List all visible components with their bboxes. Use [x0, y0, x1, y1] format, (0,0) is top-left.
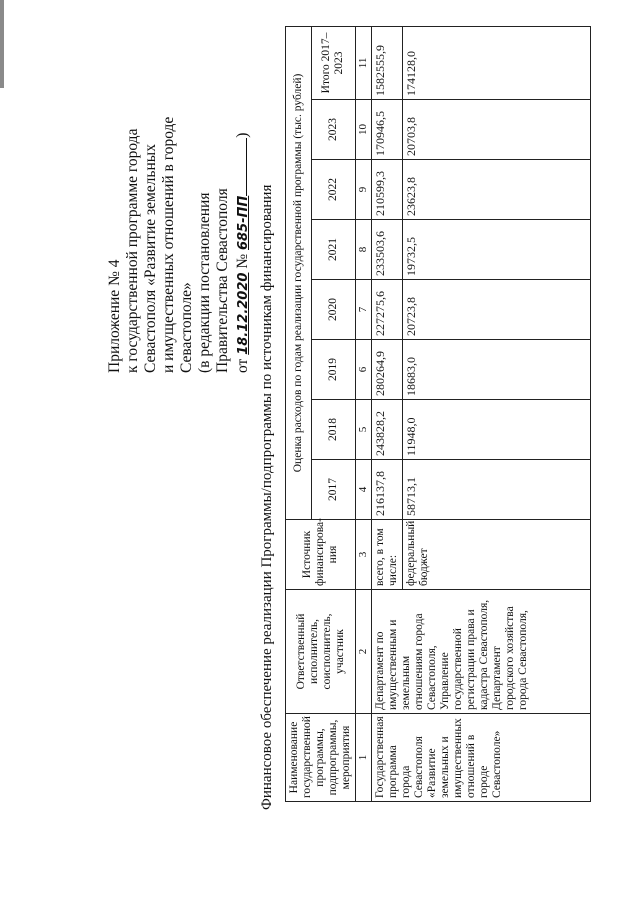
- executors-cell: Департамент по имущественным и земельным отношениям города Севастополя, Управление государственной регистрации права и кадастра Севастополя, Департамент городского хозяйства города Севастополя,: [372, 590, 591, 714]
- header-source: Источник финансирова-ния: [286, 520, 356, 590]
- handwritten-date: 18.12.2020: [236, 272, 251, 355]
- column-number: 1: [356, 714, 372, 802]
- value-cell: 216137,8: [372, 460, 403, 520]
- column-number: 3: [356, 520, 372, 590]
- value-cell: 58713,1: [403, 460, 591, 520]
- appendix-line: к государственной программе города: [124, 128, 141, 373]
- appendix-date-line: [232, 43, 253, 373]
- appendix-line: Севастополя «Развитие земельных: [142, 144, 159, 373]
- total-cell: 1582555,9: [372, 26, 403, 99]
- column-number: 9: [356, 160, 372, 220]
- appendix-line: Приложение № 4: [106, 259, 123, 373]
- column-number: 5: [356, 400, 372, 460]
- financing-table: [285, 26, 591, 802]
- closing-paren: ): [234, 132, 251, 138]
- header-year: 2021: [311, 220, 355, 280]
- column-number: 6: [356, 340, 372, 400]
- header-year: 2019: [311, 340, 355, 400]
- header-year: 2023: [311, 100, 355, 160]
- header-total: Итого 2017–2023: [311, 26, 355, 99]
- appendix-line: Севастополе»: [178, 282, 195, 373]
- value-cell: 11948,0: [403, 400, 591, 460]
- column-number: 10: [356, 100, 372, 160]
- number-prefix: №: [234, 253, 251, 269]
- header-estimate: Оценка расходов по годам реализации государственной программы (тыс. рублей): [286, 26, 312, 519]
- value-cell: 210599,3: [372, 160, 403, 220]
- value-cell: 23623,8: [403, 160, 591, 220]
- value-cell: 18683,0: [403, 340, 591, 400]
- signature-blank: [232, 138, 247, 196]
- date-prefix: от: [234, 358, 251, 373]
- appendix-line: Правительства Севастополя: [214, 188, 231, 373]
- value-cell: 280264,9: [372, 340, 403, 400]
- source-cell: федеральный бюджет: [403, 520, 591, 590]
- appendix-block: [106, 43, 253, 373]
- appendix-line: и имущественных отношений в городе: [160, 116, 177, 373]
- appendix-line: (в редакции постановления: [196, 192, 213, 373]
- header-name: Наименование государственной программы, подпрограммы, мероприятия: [286, 714, 356, 802]
- value-cell: 243828,2: [372, 400, 403, 460]
- value-cell: 20723,8: [403, 280, 591, 340]
- total-cell: 174128,0: [403, 26, 591, 99]
- column-number: 8: [356, 220, 372, 280]
- header-year: 2022: [311, 160, 355, 220]
- value-cell: 19732,5: [403, 220, 591, 280]
- header-year: 2017: [311, 460, 355, 520]
- value-cell: 20703,8: [403, 100, 591, 160]
- column-number: 2: [356, 590, 372, 714]
- document-title: Финансовое обеспечение реализации Программы/подпрограммы по источникам финансирования: [259, 184, 275, 810]
- value-cell: 227275,6: [372, 280, 403, 340]
- column-number: 4: [356, 460, 372, 520]
- source-cell: всего, в том числе:: [372, 520, 403, 590]
- header-year: 2020: [311, 280, 355, 340]
- value-cell: 170946,5: [372, 100, 403, 160]
- table-row: [372, 26, 403, 801]
- program-name-cell: Государственная программа города Севастополя «Развитие земельных и имущественных отношений в городе Севастополе»: [372, 714, 591, 802]
- handwritten-number: 685-ПП: [236, 195, 251, 250]
- header-executor: Ответственный исполнитель, соисполнитель, участник: [286, 590, 356, 714]
- column-number: 11: [356, 26, 372, 99]
- column-number-row: [356, 26, 372, 801]
- header-year: 2018: [311, 400, 355, 460]
- column-number: 7: [356, 280, 372, 340]
- value-cell: 233503,6: [372, 220, 403, 280]
